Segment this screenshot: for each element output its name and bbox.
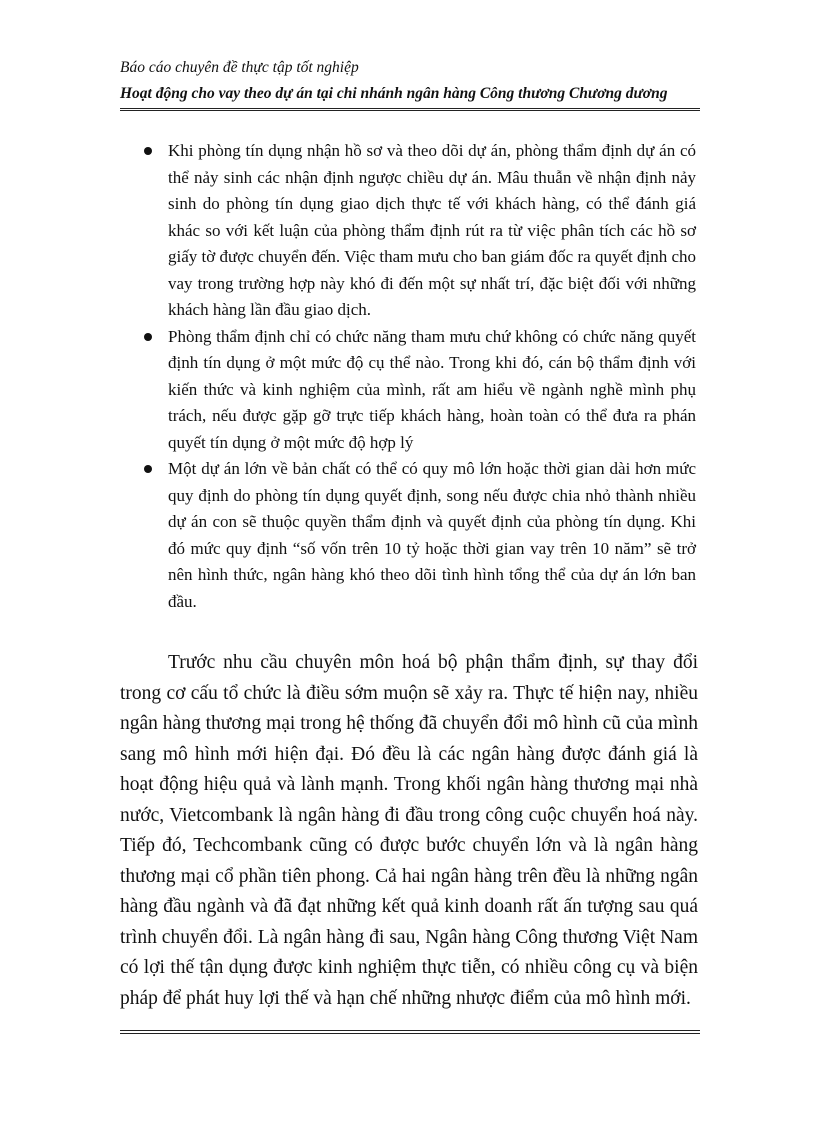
footer-divider (120, 1030, 700, 1034)
page-header (120, 58, 700, 111)
header-divider (120, 108, 700, 111)
bullet-item (120, 324, 696, 457)
bullet-icon (144, 465, 152, 473)
report-subtitle: Báo cáo chuyên đề thực tập tốt nghiệp (120, 59, 359, 76)
report-title: Hoạt động cho vay theo dự án tại chi nhánh ngân hàng Công thương Chương dương (120, 85, 668, 102)
bullet-text: Phòng thẩm định chỉ có chức năng tham mưu chứ không có chức năng quyết định tín dụng ở một mức độ cụ thể nào. Trong khi đó, cán bộ thẩm định với kiến thức và kinh nghiệm của mình, rất am hiểu về ngành nghề mình phụ trách, nếu được gặp gỡ trực tiếp khách hàng, hoàn toàn có thể đưa ra phán quyết tín dụng ở một mức độ hợp lý (168, 326, 696, 452)
bullet-text: Khi phòng tín dụng nhận hồ sơ và theo dõi dự án, phòng thẩm định dự án có thể nảy sinh các nhận định ngược chiều dự án. Mâu thuẫn về nhận định nảy sinh do phòng tín dụng giao dịch thực tế với khách hàng, có thể đánh giá khác so với kết luận của phòng thẩm định rút ra từ việc phân tích các hồ sơ giấy tờ được chuyển đến. Việc tham mưu cho ban giám đốc ra quyết định cho vay trong trường hợp này khó đi đến một sự nhất trí, đặc biệt đối với những khách hàng lần đầu giao dịch. (168, 141, 696, 319)
bullet-icon (144, 333, 152, 341)
bullet-icon (144, 147, 152, 155)
bullet-text: Một dự án lớn về bản chất có thể có quy mô lớn hoặc thời gian dài hơn mức quy định do phòng tín dụng quyết định, song nếu được chia nhỏ thành nhiều dự án con sẽ thuộc quyền thẩm định và quyết định của phòng tín dụng. Khi đó mức quy định “số vốn trên 10 tỷ hoặc thời gian vay trên 10 năm” sẽ trở nên hình thức, ngân hàng khó theo dõi tình hình tổng thể của dự án lớn ban đầu. (168, 459, 696, 611)
bullet-list (120, 138, 696, 615)
bullet-item (120, 138, 696, 324)
bullet-item (120, 456, 696, 615)
body-paragraph: Trước nhu cầu chuyên môn hoá bộ phận thẩm định, sự thay đổi trong cơ cấu tổ chức là điều sớm muộn sẽ xảy ra. Thực tế hiện nay, nhiều ngân hàng thương mại trong hệ thống đã chuyển đổi mô hình cũ của mình sang mô hình mới hiện đại. Đó đều là các ngân hàng được đánh giá là hoạt động hiệu quả và lành mạnh. Trong khối ngân hàng thương mại nhà nước, Vietcombank là ngân hàng đi đầu trong công cuộc chuyển hoá này. Tiếp đó, Techcombank cũng có được bước chuyển lớn và là ngân hàng thương mại cổ phần tiên phong. Cả hai ngân hàng trên đều là những ngân hàng đầu ngành và đã đạt những kết quả kinh doanh rất ấn tượng sau quá trình chuyển đổi. Là ngân hàng đi sau, Ngân hàng Công thương Việt Nam có lợi thế tận dụng được kinh nghiệm thực tiễn, có nhiều công cụ và biện pháp để phát huy lợi thế và hạn chế những nhược điểm của mô hình mới. (120, 652, 698, 1009)
